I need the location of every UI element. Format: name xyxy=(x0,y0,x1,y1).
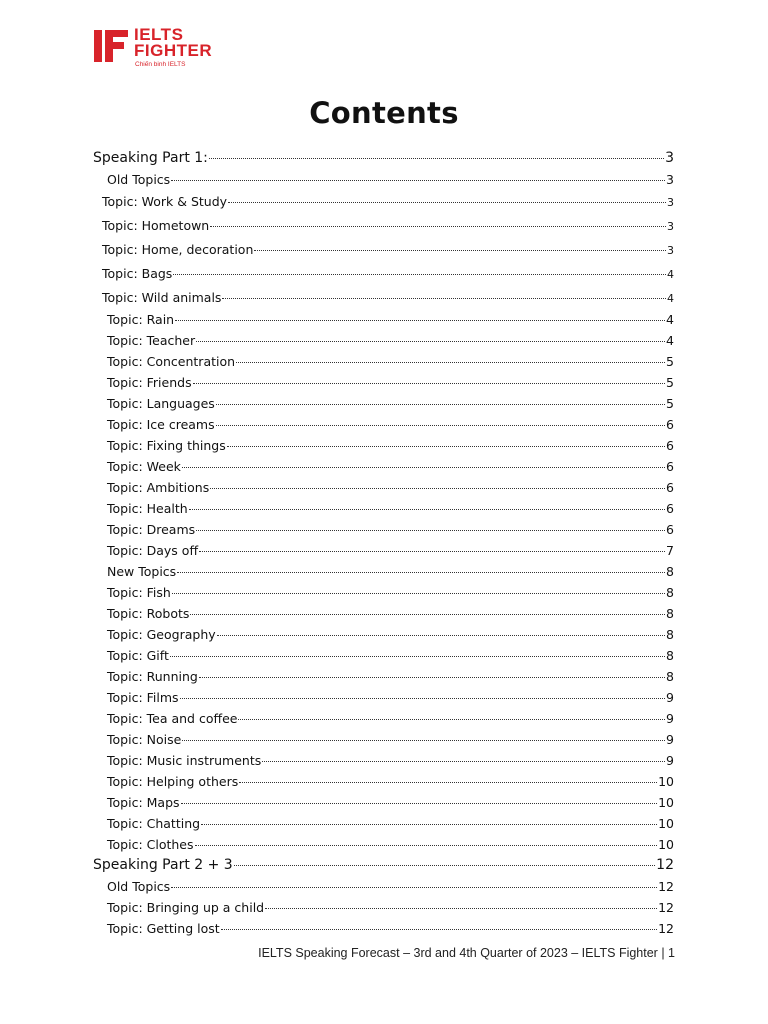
toc-entry-label: Topic: Running xyxy=(107,669,198,684)
toc-entry[interactable] xyxy=(107,837,674,852)
toc-entry-page: 12 xyxy=(656,857,674,873)
toc-entry-label: Topic: Ice creams xyxy=(107,417,215,432)
toc-entry-page: 4 xyxy=(666,312,674,327)
toc-entry[interactable] xyxy=(107,585,674,600)
toc-leader-dots xyxy=(172,592,665,594)
toc-entry-page: 10 xyxy=(658,795,674,810)
toc-entry[interactable] xyxy=(107,648,674,663)
toc-entry-label: Topic: Music instruments xyxy=(107,753,262,768)
toc-entry-label: Topic: Robots xyxy=(107,606,190,621)
toc-entry-label: Topic: Days off xyxy=(107,543,199,558)
toc-leader-dots xyxy=(209,157,664,159)
toc-entry[interactable] xyxy=(107,900,674,915)
toc-entry[interactable] xyxy=(107,522,674,537)
toc-entry[interactable] xyxy=(107,627,674,642)
toc-entry[interactable] xyxy=(102,194,674,209)
toc-leader-dots xyxy=(265,907,657,909)
toc-entry-page: 3 xyxy=(667,196,674,209)
toc-leader-dots xyxy=(199,676,665,678)
toc-leader-dots xyxy=(190,613,665,615)
toc-entry-page: 3 xyxy=(665,150,674,166)
toc-entry-label: Topic: Maps xyxy=(107,795,180,810)
toc-entry-label: Topic: Rain xyxy=(107,312,175,327)
toc-leader-dots xyxy=(173,273,666,275)
toc-leader-dots xyxy=(254,249,666,251)
toc-entry[interactable] xyxy=(107,774,674,789)
toc-entry-page: 10 xyxy=(658,837,674,852)
toc-leader-dots xyxy=(228,201,666,203)
toc-leader-dots xyxy=(221,928,657,930)
toc-leader-dots xyxy=(210,487,665,489)
toc-entry[interactable] xyxy=(107,333,674,348)
toc-entry-page: 9 xyxy=(666,753,674,768)
toc-entry-label: Speaking Part 1: xyxy=(93,150,208,166)
toc-entry-page: 3 xyxy=(667,220,674,233)
toc-leader-dots xyxy=(201,823,657,825)
toc-leader-dots xyxy=(193,382,665,384)
toc-entry-page: 3 xyxy=(666,172,674,187)
toc-entry[interactable] xyxy=(107,690,674,705)
toc-entry[interactable] xyxy=(107,480,674,495)
toc-leader-dots xyxy=(216,424,665,426)
toc-entry-page: 6 xyxy=(666,417,674,432)
toc-entry-page: 10 xyxy=(658,774,674,789)
toc-entry-page: 8 xyxy=(666,606,674,621)
logo-text-line2: FIGHTER xyxy=(134,41,213,60)
ielts-fighter-logo xyxy=(94,24,234,72)
toc-entry-page: 10 xyxy=(658,816,674,831)
toc-entry[interactable] xyxy=(107,459,674,474)
toc-entry[interactable] xyxy=(107,543,674,558)
toc-entry-label: Topic: Bringing up a child xyxy=(107,900,265,915)
toc-entry[interactable] xyxy=(102,266,674,281)
toc-entry-label: Topic: Work & Study xyxy=(102,194,228,209)
toc-entry-label: Topic: Geography xyxy=(107,627,216,642)
toc-leader-dots xyxy=(222,297,666,299)
toc-entry[interactable] xyxy=(107,795,674,810)
toc-entry[interactable] xyxy=(107,501,674,516)
toc-entry-label: Topic: Gift xyxy=(107,648,169,663)
toc-entry-page: 6 xyxy=(666,480,674,495)
toc-entry[interactable] xyxy=(107,564,674,579)
toc-leader-dots xyxy=(189,508,665,510)
toc-entry-page: 4 xyxy=(667,268,674,281)
toc-entry[interactable] xyxy=(107,354,674,369)
toc-entry[interactable] xyxy=(107,172,674,187)
toc-entry-page: 12 xyxy=(658,879,674,894)
toc-leader-dots xyxy=(180,697,666,699)
toc-entry-label: Topic: Chatting xyxy=(107,816,201,831)
toc-leader-dots xyxy=(217,634,665,636)
toc-leader-dots xyxy=(175,319,665,321)
toc-entry-label: Topic: Films xyxy=(107,690,179,705)
toc-entry-label: Topic: Week xyxy=(107,459,181,474)
toc-entry-page: 9 xyxy=(666,711,674,726)
toc-entry-label: Topic: Ambitions xyxy=(107,480,210,495)
toc-entry-label: Topic: Getting lost xyxy=(107,921,220,936)
toc-leader-dots xyxy=(171,886,657,888)
toc-entry-label: Topic: Bags xyxy=(102,266,173,281)
toc-entry-page: 12 xyxy=(658,921,674,936)
toc-entry[interactable] xyxy=(102,242,674,257)
toc-entry-page: 12 xyxy=(658,900,674,915)
toc-entry[interactable] xyxy=(107,669,674,684)
toc-leader-dots xyxy=(234,864,655,866)
toc-entry-page: 9 xyxy=(666,732,674,747)
toc-entry-page: 6 xyxy=(666,501,674,516)
toc-entry[interactable] xyxy=(107,711,674,726)
toc-entry-label: Topic: Fixing things xyxy=(107,438,226,453)
toc-entry-page: 8 xyxy=(666,585,674,600)
toc-entry[interactable] xyxy=(107,816,674,831)
toc-leader-dots xyxy=(181,802,658,804)
toc-entry[interactable] xyxy=(107,396,674,411)
toc-entry[interactable] xyxy=(93,857,674,873)
toc-leader-dots xyxy=(262,760,665,762)
page-footer: IELTS Speaking Forecast – 3rd and 4th Quarter of 2023 – IELTS Fighter | 1 xyxy=(258,946,675,960)
toc-entry-page: 8 xyxy=(666,564,674,579)
toc-entry-label: New Topics xyxy=(107,564,177,579)
toc-entry-page: 5 xyxy=(666,396,674,411)
toc-entry-label: Topic: Dreams xyxy=(107,522,196,537)
toc-entry-label: Topic: Teacher xyxy=(107,333,196,348)
toc-entry-page: 8 xyxy=(666,648,674,663)
toc-entry-label: Topic: Health xyxy=(107,501,188,516)
toc-entry[interactable] xyxy=(107,312,674,327)
toc-entry-page: 6 xyxy=(666,522,674,537)
toc-entry[interactable] xyxy=(107,732,674,747)
toc-entry[interactable] xyxy=(107,438,674,453)
page-title: Contents xyxy=(309,96,459,130)
toc-entry[interactable] xyxy=(102,218,674,233)
toc-entry[interactable] xyxy=(107,606,674,621)
toc-entry[interactable] xyxy=(107,879,674,894)
toc-entry-label: Topic: Hometown xyxy=(102,218,210,233)
toc-leader-dots xyxy=(171,179,665,181)
toc-entry-label: Topic: Helping others xyxy=(107,774,239,789)
toc-leader-dots xyxy=(196,340,665,342)
toc-entry-label: Topic: Concentration xyxy=(107,354,236,369)
toc-entry-label: Topic: Noise xyxy=(107,732,182,747)
toc-entry-page: 7 xyxy=(666,543,674,558)
toc-entry-page: 5 xyxy=(666,354,674,369)
toc-entry-page: 3 xyxy=(667,244,674,257)
toc-entry-label: Old Topics xyxy=(107,172,171,187)
logo-text-line1: IELTS xyxy=(134,25,184,44)
toc-entry[interactable] xyxy=(102,290,674,305)
toc-leader-dots xyxy=(170,655,665,657)
toc-leader-dots xyxy=(239,781,657,783)
toc-leader-dots xyxy=(182,739,665,741)
toc-entry[interactable] xyxy=(107,921,674,936)
toc-leader-dots xyxy=(236,361,665,363)
toc-entry-label: Topic: Home, decoration xyxy=(102,242,254,257)
toc-leader-dots xyxy=(227,445,665,447)
toc-entry[interactable] xyxy=(107,375,674,390)
toc-entry-page: 8 xyxy=(666,669,674,684)
toc-leader-dots xyxy=(238,718,665,720)
toc-entry-label: Topic: Fish xyxy=(107,585,171,600)
toc-leader-dots xyxy=(210,225,666,227)
toc-entry[interactable] xyxy=(93,150,674,166)
toc-entry-page: 5 xyxy=(666,375,674,390)
toc-leader-dots xyxy=(182,466,665,468)
toc-entry-label: Topic: Friends xyxy=(107,375,192,390)
toc-entry-page: 6 xyxy=(666,459,674,474)
toc-leader-dots xyxy=(199,550,665,552)
toc-entry-label: Topic: Clothes xyxy=(107,837,194,852)
toc-entry-page: 8 xyxy=(666,627,674,642)
toc-entry-page: 4 xyxy=(667,292,674,305)
toc-entry-page: 6 xyxy=(666,438,674,453)
toc-entry-page: 4 xyxy=(666,333,674,348)
toc-leader-dots xyxy=(177,571,665,573)
toc-entry[interactable] xyxy=(107,417,674,432)
toc-leader-dots xyxy=(195,844,658,846)
toc-entry-label: Topic: Wild animals xyxy=(102,290,222,305)
logo-emblem-icon xyxy=(94,26,130,66)
toc-entry[interactable] xyxy=(107,753,674,768)
logo-tagline: Chiến binh IELTS xyxy=(135,61,186,68)
toc-entry-label: Old Topics xyxy=(107,879,171,894)
toc-entry-label: Topic: Tea and coffee xyxy=(107,711,238,726)
toc-entry-page: 9 xyxy=(666,690,674,705)
toc-leader-dots xyxy=(216,403,665,405)
toc-leader-dots xyxy=(196,529,665,531)
toc-entry-label: Topic: Languages xyxy=(107,396,215,411)
toc-entry-label: Speaking Part 2 + 3 xyxy=(93,857,233,873)
